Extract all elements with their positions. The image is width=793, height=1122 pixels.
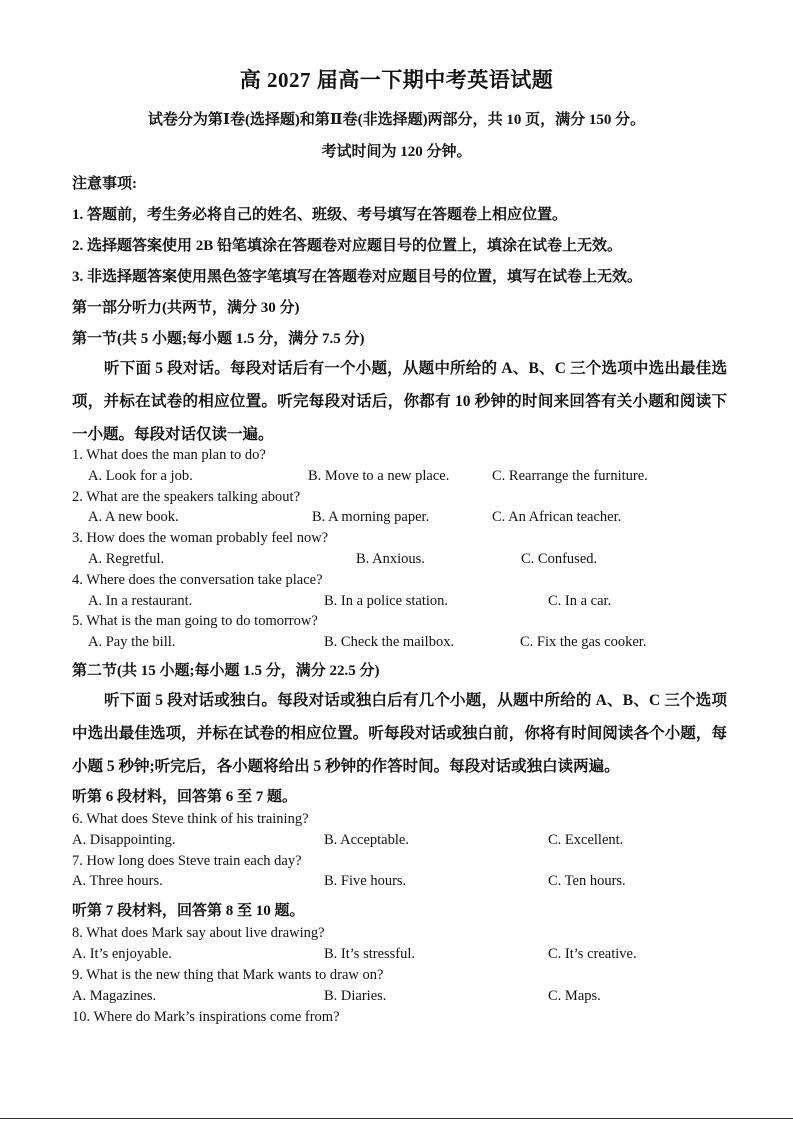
question-9: 9. What is the new thing that Mark wants to draw on? [72,967,384,983]
option-c: C. Fix the gas cooker. [520,634,647,650]
part1-heading: 第一部分听力(共两节，满分 30 分) [72,300,300,316]
material-7-heading: 听第 7 段材料，回答第 8 至 10 题。 [72,903,305,919]
exam-subtitle: 试卷分为第Ⅰ卷(选择题)和第Ⅱ卷(非选择题)两部分，共 10 页，满分 150 分。 [147,112,646,128]
option-a: A. Magazines. [72,988,157,1004]
option-b: B. A morning paper. [312,509,430,525]
option-b: B. Five hours. [324,873,407,889]
question-3: 3. How does the woman probably feel now? [72,530,329,546]
question-7: 7. How long does Steve train each day? [72,853,302,869]
option-a: A. Look for a job. [88,468,193,484]
note-item: 1. 答题前，考生务必将自己的姓名、班级、考号填写在答题卷上相应位置。 [72,207,568,223]
option-c: C. Maps. [548,988,601,1004]
option-a: A. It’s enjoyable. [72,946,172,962]
exam-time: 考试时间为 120 分钟。 [321,144,472,160]
question-1: 1. What does the man plan to do? [72,447,266,463]
question-8: 8. What does Mark say about live drawing? [72,925,325,941]
option-b: B. Acceptable. [324,832,409,848]
question-5: 5. What is the man going to do tomorrow? [72,613,318,629]
page-title: 高 2027 届高一下期中考英语试题 [239,68,554,92]
question-4: 4. Where does the conversation take place? [72,572,323,588]
option-b: B. Diaries. [324,988,387,1004]
page-bottom-divider [0,1118,793,1119]
section1-instructions: 听下面 5 段对话。每段对话后有一个小题，从题中所给的 A、B、C 三个选项中选出最佳选项，并标在试卷的相应位置。听完每段对话后，你都有 10 秒钟的时间来回答有关小题和阅读下一小题。每段对话仅读一遍。 [72,360,727,443]
material-6-heading: 听第 6 段材料，回答第 6 至 7 题。 [72,789,298,805]
option-c: C. An African teacher. [492,509,622,525]
option-a: A. In a restaurant. [88,593,193,609]
option-a: A. A new book. [88,509,179,525]
section1-heading: 第一节(共 5 小题;每小题 1.5 分，满分 7.5 分) [72,331,365,347]
question-10: 10. Where do Mark’s inspirations come from? [72,1009,340,1025]
section2-instructions: 听下面 5 段对话或独白。每段对话或独白后有几个小题，从题中所给的 A、B、C 三个选项中选出最佳选项，并标在试卷的相应位置。听每段对话或独白前，你将有时间阅读各个小题，每小题 5 秒钟;听完后，各小题将给出 5 秒钟的作答时间。每段对话或独白读两遍。 [72,692,727,775]
option-c: C. In a car. [548,593,612,609]
question-2: 2. What are the speakers talking about? [72,489,301,505]
option-b: B. Check the mailbox. [324,634,455,650]
option-a: A. Disappointing. [72,832,176,848]
section2-heading: 第二节(共 15 小题;每小题 1.5 分，满分 22.5 分) [72,663,380,679]
option-b: B. In a police station. [324,593,449,609]
note-item: 2. 选择题答案使用 2B 铅笔填涂在答题卷对应题目号的位置上，填涂在试卷上无效。 [72,238,623,254]
note-item: 3. 非选择题答案使用黑色签字笔填写在答题卷对应题目号的位置，填写在试卷上无效。 [72,269,643,285]
option-c: C. It’s creative. [548,946,637,962]
notes-heading: 注意事项: [72,176,137,192]
option-c: C. Ten hours. [548,873,626,889]
option-c: C. Confused. [521,551,598,567]
option-b: B. Move to a new place. [308,468,450,484]
question-6: 6. What does Steve think of his training? [72,811,309,827]
option-b: B. Anxious. [356,551,425,567]
option-a: A. Regretful. [88,551,165,567]
option-b: B. It’s stressful. [324,946,416,962]
option-a: A. Pay the bill. [88,634,176,650]
option-c: C. Excellent. [548,832,624,848]
option-a: A. Three hours. [72,873,163,889]
option-c: C. Rearrange the furniture. [492,468,648,484]
